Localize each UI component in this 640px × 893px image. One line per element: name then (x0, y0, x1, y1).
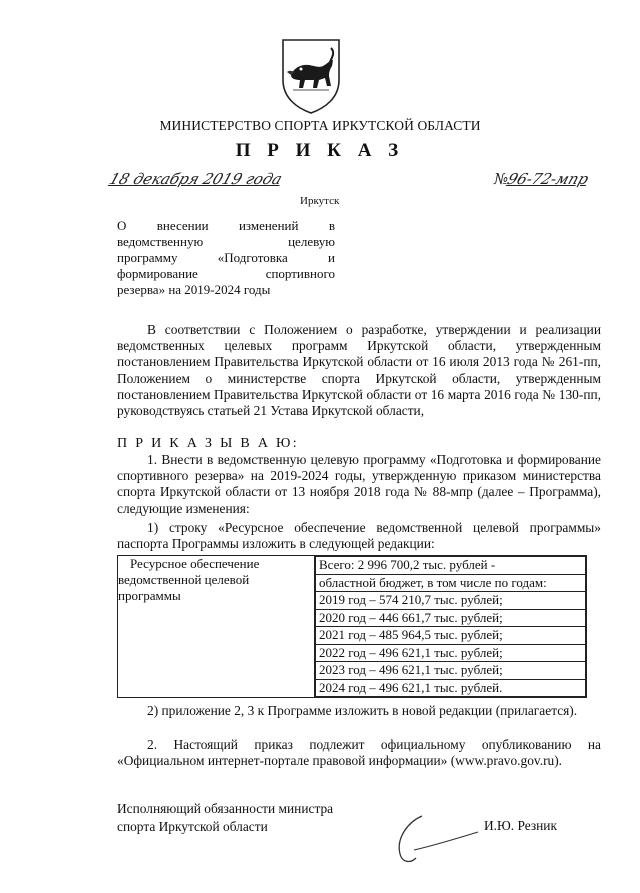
signer-position (117, 800, 333, 836)
item-1-2-paragraph: 2) приложение 2, 3 к Программе изложить в новой редакции (прилагается). (147, 703, 578, 718)
document-type-title: П Р И К А З (235, 140, 405, 161)
order-subject (117, 218, 335, 298)
resource-value-row: 2021 год – 485 964,5 тыс. рублей; (316, 626, 585, 644)
subject-line: ведомственную целевую (117, 234, 335, 249)
resource-values-list (315, 556, 586, 697)
resource-label-line: программы (118, 588, 181, 603)
subject-line: О внесении изменений в (117, 218, 335, 233)
handwritten-date: 18 декабря 2019 года (107, 170, 285, 188)
resource-value-row: Всего: 2 996 700,2 тыс. рублей - (319, 557, 496, 572)
resource-value-row: 2020 год – 446 661,7 тыс. рублей; (316, 609, 585, 627)
resource-value-row: 2022 год – 496 621,1 тыс. рублей; (316, 644, 585, 662)
signature-icon (392, 810, 482, 870)
order-number (494, 170, 592, 188)
resource-label-line: Ресурсное обеспечение (130, 556, 260, 571)
resource-value-row: 2019 год – 574 210,7 тыс. рублей; (316, 591, 585, 609)
signer-name: И.Ю. Резник (484, 818, 557, 833)
subject-line: программу «Подготовка и (117, 250, 335, 265)
resource-table (117, 555, 587, 698)
ministry-title: МИНИСТЕРСТВО СПОРТА ИРКУТСКОЙ ОБЛАСТИ (159, 118, 481, 133)
handwritten-number: 96-72-мпр (505, 170, 592, 188)
resource-value-row: 2023 год – 496 621,1 тыс. рублей; (316, 661, 585, 679)
signer-position-line: спорта Иркутской области (117, 819, 268, 834)
resource-values-cell (315, 556, 587, 698)
city-label: Иркутск (300, 195, 340, 207)
number-prefix: № (494, 170, 509, 188)
item-1-1-paragraph: 1) строку «Ресурсное обеспечение ведомственной целевой программы» паспорта Программы изложить в следующей редакции: (117, 520, 601, 552)
resource-value-row: областной бюджет, в том числе по годам: (316, 574, 585, 592)
resource-label-cell (118, 556, 315, 698)
item-1-paragraph: 1. Внести в ведомственную целевую программу «Подготовка и формирование спортивного резерва» на 2019-2024 годы, утвержденную приказом министерства спорта Иркутской области от 13 ноября 2018 года № 88-мпр (далее – Программа), следующие изменения: (117, 452, 601, 516)
item-2-paragraph: 2. Настоящий приказ подлежит официальному опубликованию на «Официальном интернет-портале правовой информации» (www.pravo.gov.ru). (117, 737, 601, 769)
coat-of-arms-icon (279, 36, 343, 116)
subject-line: формирование спортивного (117, 266, 335, 281)
resource-value-row: 2024 год – 496 621,1 тыс. рублей. (316, 679, 585, 697)
subject-line: резерва» на 2019-2024 годы (117, 282, 271, 297)
order-word: П Р И К А З Ы В А Ю: (117, 436, 299, 451)
signer-position-line: Исполняющий обязанности министра (117, 801, 334, 816)
preamble-paragraph: В соответствии с Положением о разработке, утверждении и реализации ведомственных целевых программ Иркутской области, утвержденным постановлением Правительства Иркутской области от 16 июля 2013 года № 261-пп, Положением о министерстве спорта Иркутской области, утвержденным постановлением Правительства Иркутской области от 16 марта 2016 года № 130-пп, руководствуясь статьей 21 Устава Иркутской области, (117, 322, 601, 419)
resource-label-line: ведомственной целевой (118, 572, 250, 587)
